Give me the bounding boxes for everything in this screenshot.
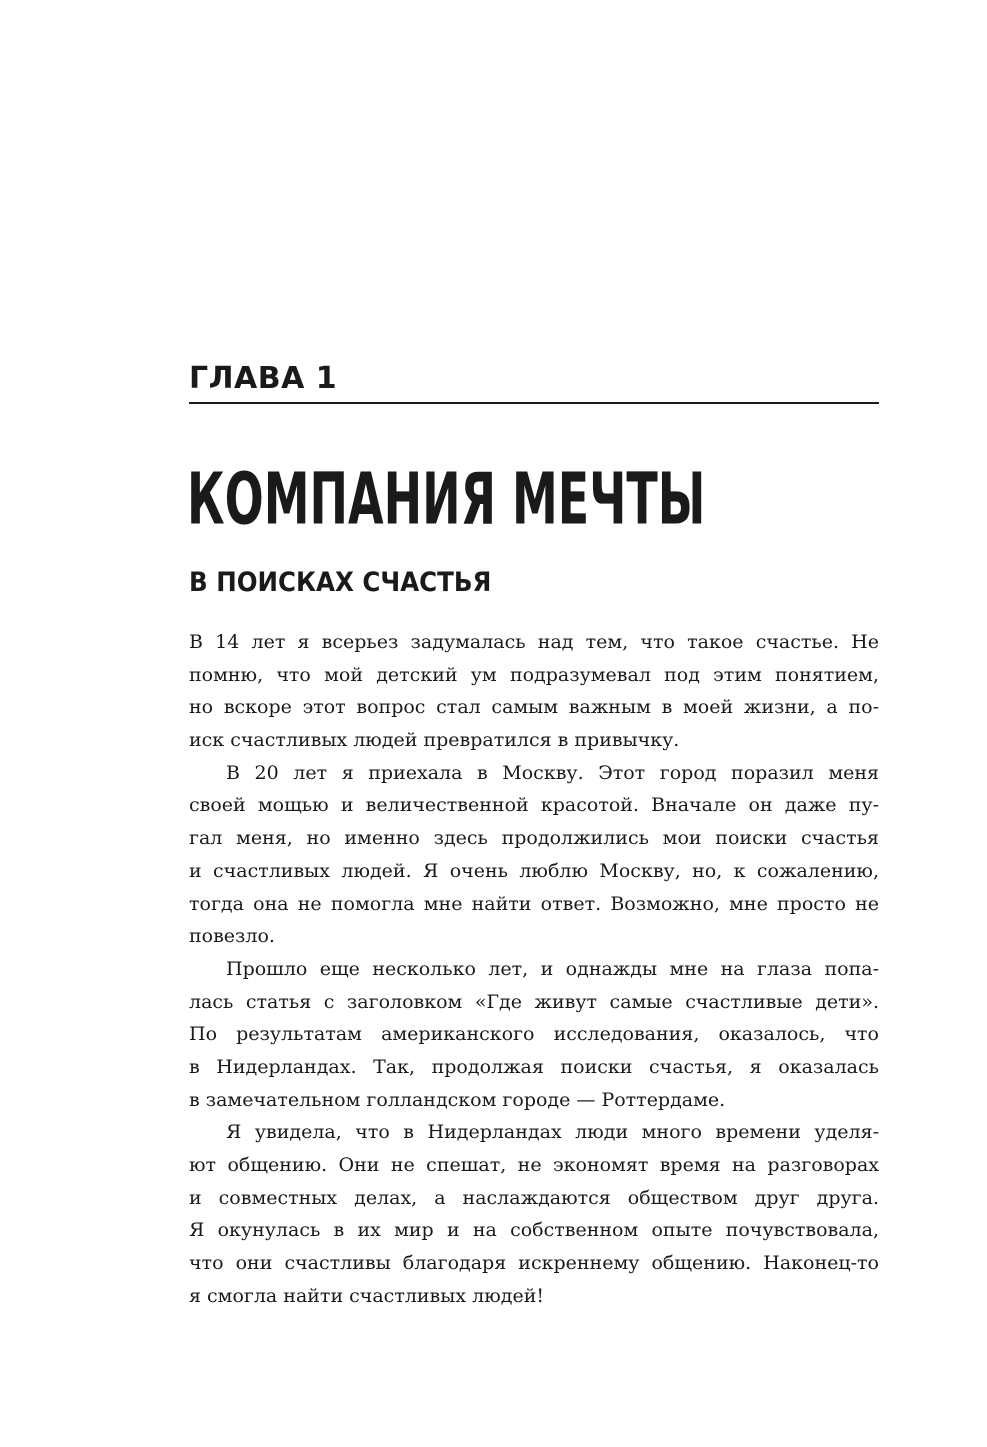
text-line: помню, что мой детский ум подразумевал под этим понятием, <box>189 663 879 686</box>
text-line: Я увидела, что в Нидерландах люди много времени уделя- <box>226 1121 879 1144</box>
paragraph <box>189 757 879 953</box>
text-line: и счастливых людей. Я очень люблю Москву, но, к сожалению, <box>189 859 879 882</box>
text-line: ют общению. Они не спешат, не экономят время на разговорах <box>189 1154 879 1176</box>
text-line: и совместных делах, а наслаждаются обществом друг друга. <box>189 1186 879 1209</box>
text-line: что они счастливы благодаря искреннему общению. Наконец-то <box>189 1252 879 1275</box>
paragraph <box>189 953 879 1116</box>
text-line: В 20 лет я приехала в Москву. Этот город поразил меня <box>226 761 879 784</box>
paragraph <box>189 626 879 757</box>
text-line: в Нидерландах. Так, продолжая поиски счастья, я оказалась <box>189 1055 879 1078</box>
text-line: По результатам американского исследования, оказалось, что <box>189 1023 879 1046</box>
body-text <box>189 626 879 1312</box>
paragraph <box>189 1116 879 1312</box>
text-line: тогда она не помогла мне найти ответ. Возможно, мне просто не <box>189 892 879 915</box>
text-line: лась статья с заголовком «Где живут самые счастливые дети». <box>189 990 879 1013</box>
text-line: но вскоре этот вопрос стал самым важным в моей жизни, а по- <box>189 696 879 719</box>
section-title: В ПОИСКАХ СЧАСТЬЯ <box>189 567 492 598</box>
chapter-title: КОМПАНИЯ МЕЧТЫ <box>187 457 706 541</box>
text-line: я смогла найти счастливых людей! <box>189 1284 544 1307</box>
text-line: Прошло еще несколько лет, и однажды мне на глаза попа- <box>226 957 879 980</box>
text-line: гал меня, но именно здесь продолжились мои поиски счастья <box>189 827 879 850</box>
text-line: в замечательном голландском городе — Роттердаме. <box>189 1088 726 1111</box>
text-line: В 14 лет я всерьез задумалась над тем, что такое счастье. Не <box>189 631 879 653</box>
chapter-divider <box>189 402 879 404</box>
text-line: иск счастливых людей превратился в привычку. <box>189 729 680 752</box>
chapter-label: ГЛАВА 1 <box>189 361 338 396</box>
text-line: повезло. <box>189 925 275 948</box>
text-line: Я окунулась в их мир и на собственном опыте почувствовала, <box>189 1219 879 1242</box>
text-line: своей мощью и величественной красотой. Вначале он даже пу- <box>189 794 879 817</box>
